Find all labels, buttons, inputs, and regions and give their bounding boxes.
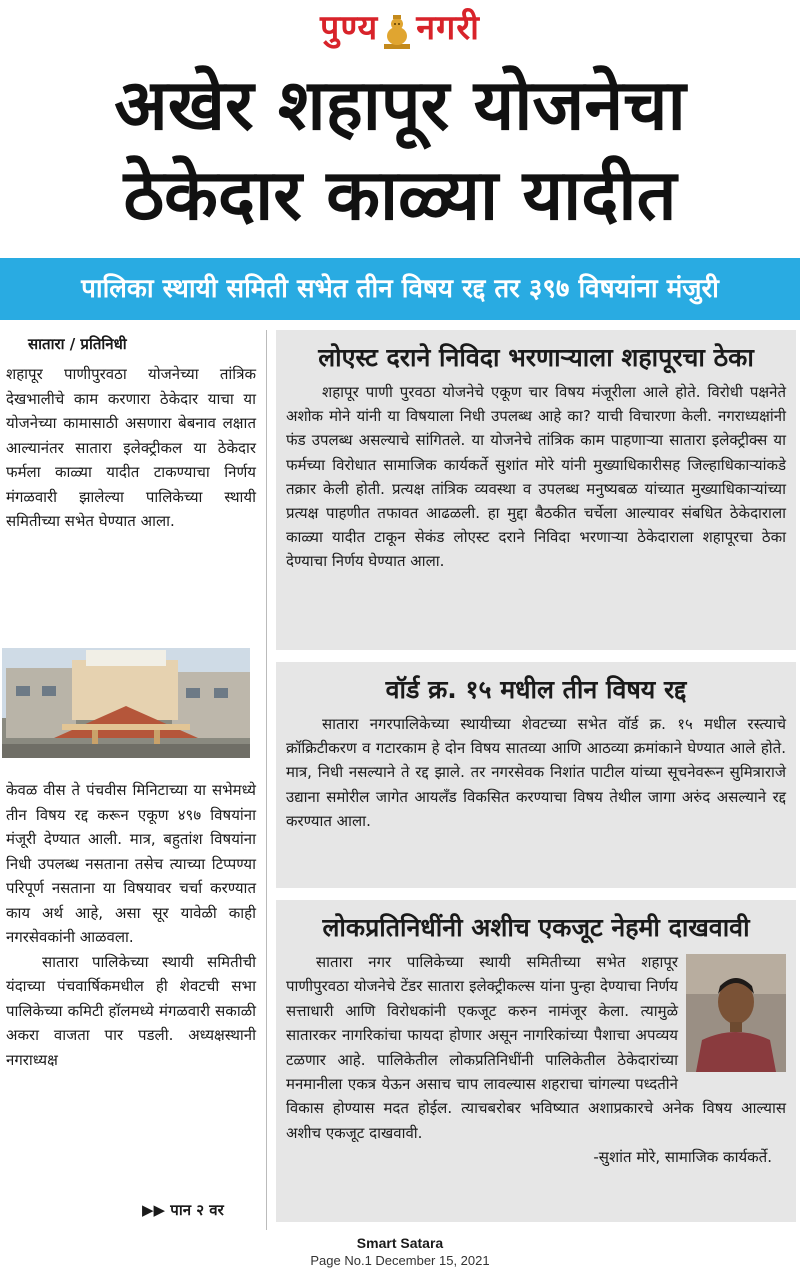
column-divider	[266, 330, 267, 1230]
story-box-1	[276, 330, 796, 650]
masthead-name-part2: नगरी	[416, 8, 480, 48]
box3-title: लोकप्रतिनिधींनी अशीच एकजूट नेहमी दाखवावी	[322, 913, 750, 942]
box1-title: लोएस्ट दराने निविदा भरणाऱ्याला शहापूरचा ठेका	[318, 343, 754, 372]
box3-signature: -सुशांत मोरे, सामाजिक कार्यकर्ते.	[593, 1148, 772, 1167]
page-footer	[0, 1234, 800, 1270]
box2-title: वॉर्ड क्र. १५ मधील तीन विषय रद्द	[385, 675, 687, 704]
footer-page-info: Page No.1 December 15, 2021	[310, 1253, 490, 1268]
portrait-photo	[686, 954, 786, 1072]
masthead-name-part1: पुण्य	[320, 8, 379, 48]
left-paragraph-3-text: सातारा पालिकेच्या स्थायी समितीची यंदाच्या पंचवार्षिकमधील ही शेवटची सभा पालिकेच्या कमिटी हॉलमध्ये मंगळवारी सकाळी अकरा वाजता पार पडली. अध्यक्षस्थानी नगराध्यक्ष	[6, 952, 256, 1069]
box3-body: सातारा नगर पालिकेच्या स्थायी समितीच्या सभेत शहापूर पाणीपुरवठा योजनेचे टेंडर सातारा इलेक्ट्रीकल्स यांना पुन्हा देण्याचा निर्णय सत्ताधारी आणि विरोधकांनी एकजूट करुन नामंजूर केला. त्यामुळे सातारकर नागरिकांचा फायदा होणार असून नागरिकांच्या पैशाचा अपव्यय टळणार आहे. पालिकेतील लोकप्रतिनिधींनी पालिकेतील ठेकेदारांच्या मनमानीला एकत्र येऊन असाच चाप लावल्यास शहराचा चांगल्या पध्दतीने विकास होण्यास मदत होईल. त्याचबरोबर भविष्यात अशाप्रकारचे अनेक विषय आल्यास अशीच एकजूट दाखवावी.	[286, 953, 786, 1142]
masthead	[0, 0, 800, 56]
story-box-3	[276, 900, 796, 1222]
box2-body: सातारा नगरपालिकेच्या स्थायीच्या शेवटच्या सभेत वॉर्ड क्र. १५ मधील रस्त्याचे क्रॉक्रिटीकरण व गटारकाम हे दोन विषय सातव्या आणि आठव्या क्रमांकाने घेण्यात आले होते. मात्र, निधी नसल्याने ते रद्द झाले. तर नगरसेवक निशांत पाटील यांच्या सूचनेवरून सुमित्राराजे उद्याना समोरील जागेत आयलॅंड विकसित करण्याचा विषय तेथील जागा अरुंद असल्याने रद्द करण्यात आला.	[286, 715, 786, 830]
left-column	[0, 330, 262, 1230]
headline-line2: ठेकेदार काळ्या यादीत	[123, 154, 677, 236]
story-box-2	[276, 662, 796, 888]
subheadline-bar: पालिका स्थायी समिती सभेत तीन विषय रद्द तर ३९७ विषयांना मंजुरी	[0, 258, 800, 320]
box1-body: शहापूर पाणी पुरवठा योजनेचे एकूण चार विषय मंजूरीला आले होते. विरोधी पक्षनेते अशोक मोने यांनी या विषयाला निधी उपलब्ध आहे का? याची विचारणा केली. नगराध्यक्षांनी फंड उपलब्ध असल्याचे सांगितले. या योजनेचे तांत्रिक काम पाहणाऱ्या सातारा इलेक्ट्रीक्स या फर्मच्या विरोधात सामाजिक कार्यकर्ते सुशांत मोरे यांनी मुख्याधिकारीसह जिल्हाधिकाऱ्यांकडे तक्रार केली होती. प्रत्यक्ष तांत्रिक व्यवस्था व उपलब्ध मनुष्यबळ यांच्यात मुख्याधिकाऱ्यांच्या प्रत्यक्ष पाहणीत तफावत आढळली. हा मुद्दा बैठकीत चर्चेला आल्यावर संबधित ठेकेदाराला काळ्या यादीत टाकून सेकंड लोएस्ट दराने निविदा भरणाऱ्या ठेकेदाराला शहापूरचा ठेका देण्याचा निर्णय घेण्यात आला.	[286, 383, 786, 571]
left-paragraph-2-text: केवळ वीस ते पंचवीस मिनिटाच्या या सभेमध्ये तीन विषय रद्द करून एकूण ४९७ विषयांना मंजूरी देण्यात आली. मात्र, बहुतांश विषयांना निधी उपलब्ध नसताना तसेच त्याच्या टिप्पण्या परिपूर्ण नसताना या विषयावर चर्चा करण्यात काय अर्थ आहे, असा सूर यावेळी काही नगरसेवकांनी आळवला.	[6, 781, 256, 946]
footer-publication: Smart Satara	[356, 1235, 444, 1251]
municipal-building-photo	[2, 648, 250, 758]
headline-line1: अखेर शहापूर योजनेचा	[114, 64, 686, 146]
left-paragraph-2	[6, 778, 256, 1072]
masthead-deity-logo-icon	[382, 14, 412, 50]
left-paragraph-1: शहापूर पाणीपुरवठा योजनेच्या तांत्रिक देखभालीचे काम करणारा ठेकेदार याचा या योजनेच्या कामासाठी असणारा बेबनाव लक्षात आल्यानंतर सातारा इलेक्ट्रीकल या ठेकेदार फर्मला काळ्या यादीत टाकण्याचा निर्णय मंगळवारी झालेल्या पालिकेच्या स्थायी समितीच्या सभेत घेण्यात आला.	[6, 365, 256, 530]
main-headline	[0, 60, 800, 240]
box3-quote	[276, 950, 796, 1145]
byline: सातारा / प्रतिनिधी	[28, 335, 127, 353]
continued-on-page-2: ▶▶ पान २ वर	[142, 1201, 224, 1219]
